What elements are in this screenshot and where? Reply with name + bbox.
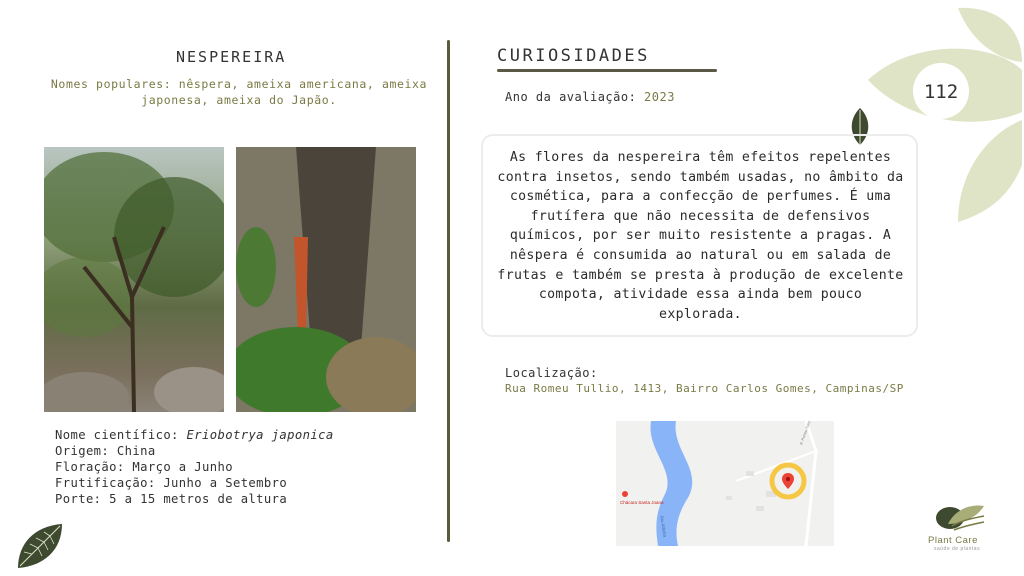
- size-row: Porte: 5 a 15 metros de altura: [55, 492, 288, 506]
- leaf-shape: [958, 120, 1022, 222]
- location-map[interactable]: [616, 421, 834, 546]
- popular-names: Nomes populares: nêspera, ameixa americana, ameixa japonesa, ameixa do Japão.: [50, 77, 428, 107]
- map-place-label: Chácara Santa Joana: [620, 500, 664, 505]
- map-illustration: [616, 421, 834, 546]
- flowering-row: Floração: Março a Junho: [55, 460, 233, 474]
- place-pin-icon: [622, 491, 628, 497]
- page-number: 112: [923, 81, 959, 103]
- map-road-label: R. Romeu Tullio: [799, 421, 812, 446]
- fruiting-row: Frutificação: Junho a Setembro: [55, 476, 288, 490]
- location-label: Localização:: [505, 366, 598, 380]
- plant-facts: [55, 427, 334, 507]
- leaf-icon: [14, 520, 66, 572]
- column-divider: [447, 40, 450, 542]
- brand-name: Plant Care: [928, 535, 978, 546]
- year-value: 2023: [644, 90, 675, 104]
- brand-tagline: saúde de plantas: [934, 546, 981, 552]
- origin-row: Origem: China: [55, 444, 156, 458]
- title-underline: [497, 69, 717, 72]
- trunk-illustration: [236, 147, 416, 412]
- trunk-photo: [236, 147, 416, 412]
- tree-illustration: [44, 147, 224, 412]
- evaluation-year: Ano da avaliação: 2023: [505, 90, 675, 104]
- plant-care-logo-icon: [934, 502, 986, 534]
- map-river-label: Rio Atibaia: [659, 515, 668, 538]
- curiosities-title: CURIOSIDADES: [497, 46, 650, 66]
- tree-photo: [44, 147, 224, 412]
- scientific-name: Eriobotrya japonica: [186, 428, 334, 442]
- scientific-name-row: Nome científico: Eriobotrya japonica: [55, 428, 334, 442]
- plant-title: NESPEREIRA: [176, 48, 287, 66]
- curiosities-text: As flores da nespereira têm efeitos repelentes contra insetos, sendo também usadas, no âmbito da cosmética, para a confecção de perfumes. É uma frutífera que não necessita de defensivos químicos, por ser muito resistente a pragas. A nêspera é consumida ao natural ou em salada de frutas e também se presta à produção de excelente compota, atividade essa ainda bem pouco explorada.: [497, 150, 904, 322]
- location-address: Rua Romeu Tullio, 1413, Bairro Carlos Gomes, Campinas/SP: [505, 382, 904, 395]
